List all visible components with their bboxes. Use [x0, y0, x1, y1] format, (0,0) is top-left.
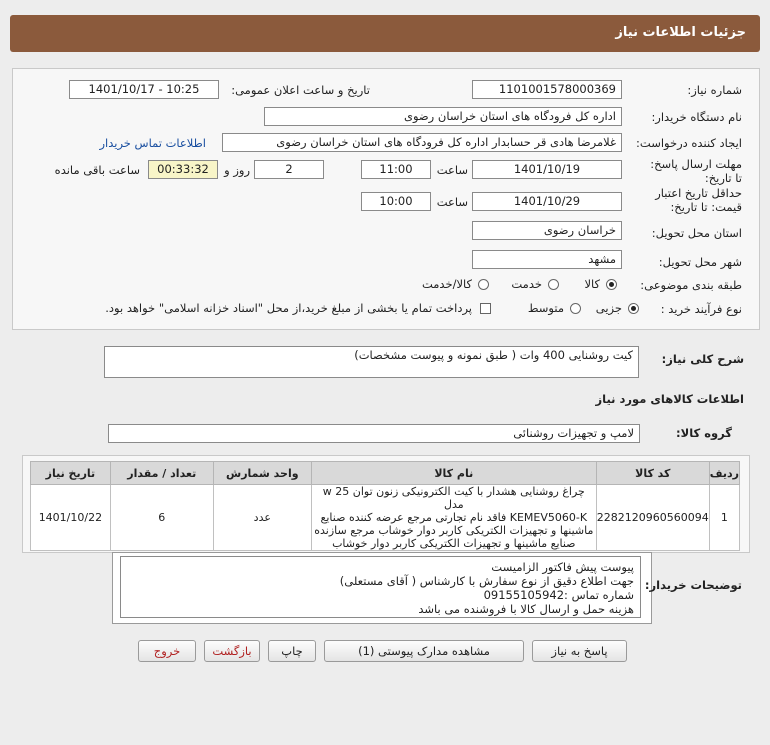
notes-line: پیوست پیش فاکتور الزامیست: [491, 560, 634, 574]
row-name: [311, 485, 596, 551]
notes-line: هزینه حمل و ارسال کالا با فروشنده می باشد: [418, 602, 634, 616]
process-radio-minor[interactable]: [628, 303, 639, 314]
province-field: خراسان رضوی: [472, 221, 622, 240]
process-radio-medium[interactable]: [570, 303, 581, 314]
row-name-line: ماشینها و تجهیزات الکتریکی کاربر دوار خوشاب مرجع سازنده: [314, 524, 594, 537]
row-code: 2282120960560094: [596, 485, 709, 551]
price-validity-label-text: حداقل تاریخ اعتبار قیمت: تا تاریخ:: [655, 186, 742, 214]
buyer-contact-link[interactable]: اطلاعات تماس خریدار: [99, 136, 206, 150]
page-header: [10, 15, 760, 52]
col-unit: واحد شمارش: [213, 462, 311, 485]
row-name-line: چراغ روشنایی هشدار با کیت الکترونیکی زنون توان 25 w مدل: [322, 485, 585, 511]
table-row: [31, 485, 740, 551]
row-name-line: KEMEV5060-K فاقد نام تجارتی مرجع عرضه کننده صنایع: [320, 511, 588, 524]
col-name: نام کالا: [311, 462, 596, 485]
remaining-label: ساعت باقی مانده: [54, 163, 140, 177]
treasury-checkbox-label: پرداخت تمام یا بخشی از مبلغ خرید،از محل "اسناد خزانه اسلامی" خواهد بود.: [105, 301, 472, 315]
back-button[interactable]: بازگشت: [204, 640, 260, 662]
buyer-org-field: اداره کل فرودگاه های استان خراسان رضوی: [264, 107, 622, 126]
category-radio-goods-service[interactable]: [478, 279, 489, 290]
requester-field: غلامرضا هادی قر حسابدار اداره کل فرودگاه های استان خراسان رضوی: [222, 133, 622, 152]
process-label: نوع فرآیند خرید :: [660, 302, 742, 316]
reply-time-field: 11:00: [361, 160, 431, 179]
city-field: مشهد: [472, 250, 622, 269]
days-field: 2: [254, 160, 324, 179]
print-button[interactable]: چاپ: [268, 640, 316, 662]
process-option-medium: متوسط: [527, 301, 564, 315]
province-label: استان محل تحویل:: [651, 226, 742, 240]
notes-field: [120, 556, 641, 618]
summary-label: شرح کلی نیاز:: [661, 352, 744, 366]
announce-label: تاریخ و ساعت اعلان عمومی:: [231, 83, 370, 97]
items-table: [30, 461, 740, 551]
row-name-line: صنایع ماشینها و تجهیزات الکتریکی کاربر دوار خوشاب: [332, 537, 576, 550]
category-option-service: خدمت: [511, 277, 542, 291]
col-qty: تعداد / مقدار: [110, 462, 213, 485]
need-number-field: 1101001578000369: [472, 80, 622, 99]
category-radio-goods[interactable]: [606, 279, 617, 290]
buyer-org-label: نام دستگاه خریدار:: [651, 110, 742, 124]
notes-line: شماره تماس :09155105942: [483, 588, 634, 602]
col-date: تاریخ نیاز: [31, 462, 111, 485]
reply-button[interactable]: پاسخ به نیاز: [532, 640, 627, 662]
days-label: روز و: [224, 163, 250, 177]
row-date: 1401/10/22: [31, 485, 111, 551]
summary-field: کیت روشنایی 400 وات ( طبق نمونه و پیوست مشخصات): [104, 346, 639, 378]
requester-label: ایجاد کننده درخواست:: [636, 136, 742, 150]
reply-deadline-label-text: مهلت ارسال پاسخ: تا تاریخ:: [650, 157, 742, 185]
reply-deadline-label: [642, 157, 742, 185]
category-label: طبقه بندی موضوعی:: [640, 278, 742, 292]
need-number-label: شماره نیاز:: [687, 83, 742, 97]
items-table-wrap: [30, 461, 740, 551]
process-option-minor: جزیی: [595, 301, 622, 315]
goods-group-field: لامپ و تجهیزات روشنائی: [108, 424, 640, 443]
goods-info-title: اطلاعات کالاهای مورد نیاز: [595, 392, 744, 406]
items-table-header: [31, 462, 740, 485]
remaining-time-field: 00:33:32: [148, 160, 218, 179]
price-validity-time-label: ساعت: [436, 195, 468, 209]
announce-field: 1401/10/17 - 10:25: [69, 80, 219, 99]
col-code: کد کالا: [596, 462, 709, 485]
city-label: شهر محل تحویل:: [658, 255, 742, 269]
notes-label: توضیحات خریدار:: [644, 578, 742, 592]
page-title: جزئیات اطلاعات نیاز: [615, 25, 746, 40]
goods-group-label: گروه کالا:: [676, 426, 732, 440]
reply-date-field: 1401/10/19: [472, 160, 622, 179]
price-validity-label: [642, 186, 742, 214]
exit-button[interactable]: خروج: [138, 640, 196, 662]
price-validity-date-field: 1401/10/29: [472, 192, 622, 211]
row-index: 1: [709, 485, 739, 551]
notes-line: جهت اطلاع دقیق از نوع سفارش با کارشناس ( آقای مستعلی): [339, 574, 634, 588]
category-option-goods-service: کالا/خدمت: [421, 277, 472, 291]
view-documents-button[interactable]: مشاهده مدارک پیوستی (1): [324, 640, 524, 662]
treasury-checkbox[interactable]: [480, 303, 491, 314]
price-validity-time-field: 10:00: [361, 192, 431, 211]
category-option-goods: کالا: [584, 277, 600, 291]
category-radio-service[interactable]: [548, 279, 559, 290]
reply-time-label: ساعت: [436, 163, 468, 177]
row-unit: عدد: [213, 485, 311, 551]
row-qty: 6: [110, 485, 213, 551]
col-index: ردیف: [709, 462, 739, 485]
